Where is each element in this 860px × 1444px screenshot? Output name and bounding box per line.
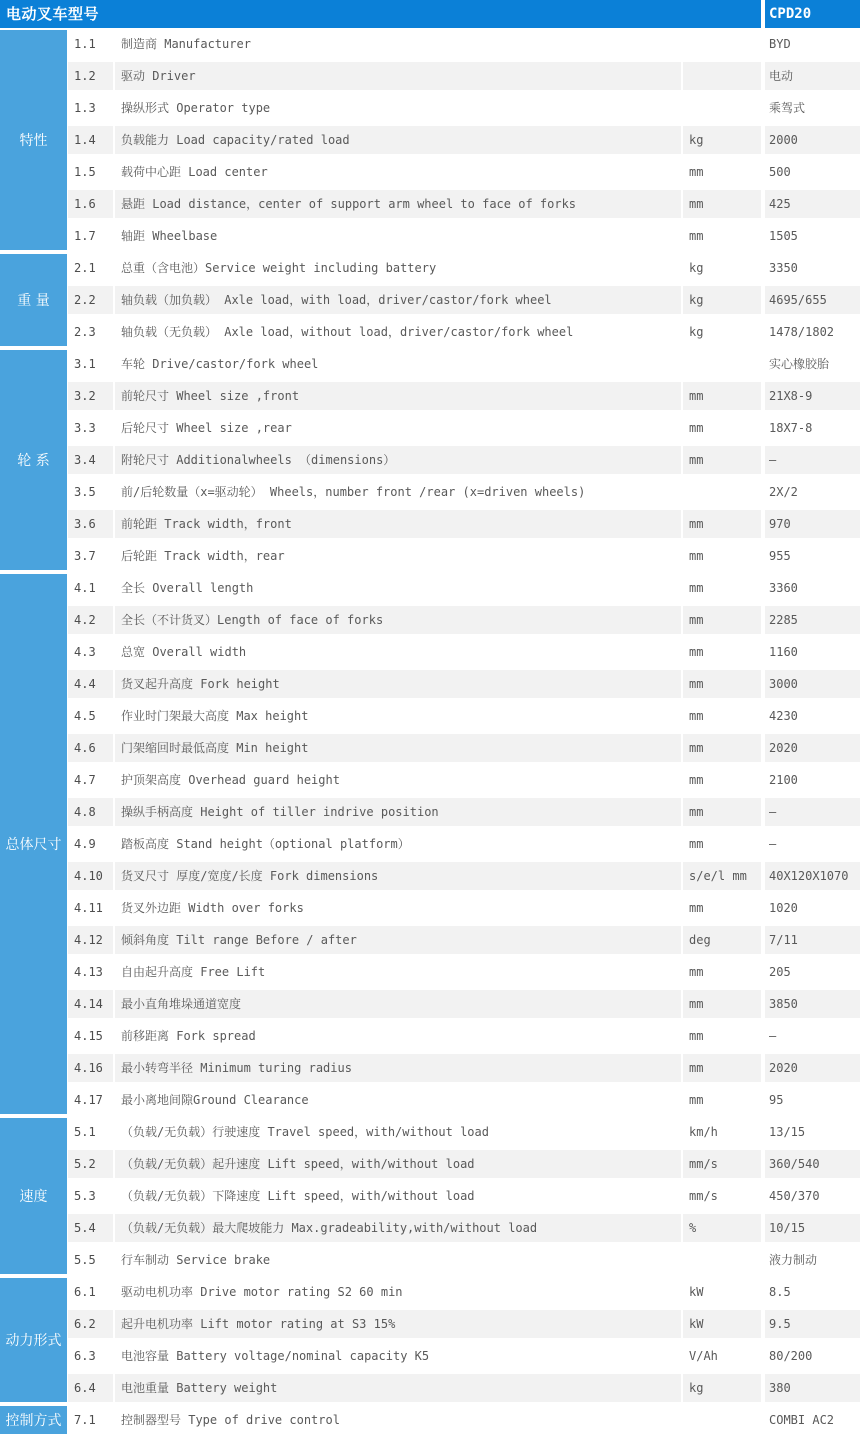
table-row: [68, 1342, 860, 1370]
row-number-cell: 4.17: [68, 1086, 113, 1114]
spec-group: [0, 574, 860, 1118]
row-description-cell: 行车制动 Service brake: [115, 1246, 681, 1274]
row-value-cell: 1020: [765, 894, 860, 922]
row-description-cell: 驱动电机功率 Drive motor rating S2 60 min: [115, 1278, 681, 1306]
row-description-cell: 轴负载（加负载） Axle load，with load，driver/castor/fork wheel: [115, 286, 681, 314]
group-rows: [68, 1406, 860, 1438]
row-unit-cell: mm: [683, 222, 761, 250]
table-row: [68, 190, 860, 218]
row-unit-cell: s/e/l mm: [683, 862, 761, 890]
row-number-cell: 2.1: [68, 254, 113, 282]
table-row: [68, 30, 860, 58]
table-row: [68, 94, 860, 122]
table-row: [68, 734, 860, 762]
row-number-cell: 4.16: [68, 1054, 113, 1082]
row-description-cell: 总重（含电池）Service weight including battery: [115, 254, 681, 282]
row-description-cell: 电池重量 Battery weight: [115, 1374, 681, 1402]
row-description-cell: 起升电机功率 Lift motor rating at S3 15%: [115, 1310, 681, 1338]
row-unit-cell: mm: [683, 1086, 761, 1114]
row-description-cell: 轴距 Wheelbase: [115, 222, 681, 250]
group-rows: [68, 350, 860, 574]
table-row: [68, 542, 860, 570]
row-description-cell: 后轮尺寸 Wheel size ,rear: [115, 414, 681, 442]
row-number-cell: 5.4: [68, 1214, 113, 1242]
row-number-cell: 4.7: [68, 766, 113, 794]
row-value-cell: —: [765, 798, 860, 826]
sidebar-group-label: 特性: [0, 30, 67, 250]
table-row: [68, 606, 860, 634]
row-description-cell: 总宽 Overall width: [115, 638, 681, 666]
row-value-cell: 3350: [765, 254, 860, 282]
row-description-cell: 附轮尺寸 Additionalwheels （dimensions）: [115, 446, 681, 474]
row-description-cell: 门架缩回时最低高度 Min height: [115, 734, 681, 762]
row-number-cell: 3.5: [68, 478, 113, 506]
table-row: [68, 958, 860, 986]
row-description-cell: 前轮尺寸 Wheel size ,front: [115, 382, 681, 410]
group-rows: [68, 574, 860, 1118]
spec-group: [0, 254, 860, 350]
row-number-cell: 1.3: [68, 94, 113, 122]
table-row: [68, 62, 860, 90]
row-number-cell: 4.4: [68, 670, 113, 698]
sidebar-group-label: 控制方式: [0, 1406, 67, 1434]
table-row: [68, 318, 860, 346]
row-description-cell: 前轮距 Track width，front: [115, 510, 681, 538]
sidebar-group-label: 速度: [0, 1118, 67, 1274]
row-unit-cell: mm: [683, 414, 761, 442]
row-unit-cell: [683, 478, 761, 506]
row-number-cell: 5.3: [68, 1182, 113, 1210]
row-description-cell: 悬距 Load distance，center of support arm wheel to face of forks: [115, 190, 681, 218]
row-value-cell: 425: [765, 190, 860, 218]
row-value-cell: —: [765, 830, 860, 858]
row-value-cell: 4695/655: [765, 286, 860, 314]
table-row: [68, 1278, 860, 1306]
row-description-cell: 前/后轮数量（x=驱动轮） Wheels，number front /rear (x=driven wheels): [115, 478, 681, 506]
row-value-cell: 2020: [765, 1054, 860, 1082]
row-number-cell: 1.4: [68, 126, 113, 154]
row-unit-cell: mm: [683, 510, 761, 538]
row-number-cell: 6.1: [68, 1278, 113, 1306]
row-number-cell: 4.8: [68, 798, 113, 826]
row-unit-cell: [683, 30, 761, 58]
row-description-cell: 全长（不计货叉）Length of face of forks: [115, 606, 681, 634]
row-value-cell: 液力制动: [765, 1246, 860, 1274]
row-unit-cell: kg: [683, 286, 761, 314]
row-value-cell: 2X/2: [765, 478, 860, 506]
row-value-cell: 380: [765, 1374, 860, 1402]
row-unit-cell: [683, 62, 761, 90]
row-value-cell: 95: [765, 1086, 860, 1114]
row-unit-cell: kg: [683, 318, 761, 346]
row-value-cell: 7/11: [765, 926, 860, 954]
row-value-cell: 955: [765, 542, 860, 570]
row-number-cell: 3.2: [68, 382, 113, 410]
table-row: [68, 158, 860, 186]
row-unit-cell: mm: [683, 574, 761, 602]
table-row: [68, 1214, 860, 1242]
row-value-cell: 40X120X1070: [765, 862, 860, 890]
row-unit-cell: mm: [683, 190, 761, 218]
row-value-cell: 2000: [765, 126, 860, 154]
row-description-cell: （负载/无负载）起升速度 Lift speed，with/without load: [115, 1150, 681, 1178]
row-unit-cell: deg: [683, 926, 761, 954]
row-value-cell: 1160: [765, 638, 860, 666]
row-description-cell: 控制器型号 Type of drive control: [115, 1406, 681, 1434]
sidebar-group-label: 重 量: [0, 254, 67, 346]
table-row: [68, 638, 860, 666]
spec-group: [0, 30, 860, 254]
row-unit-cell: [683, 94, 761, 122]
row-value-cell: 21X8-9: [765, 382, 860, 410]
row-number-cell: 6.4: [68, 1374, 113, 1402]
table-title: 电动叉车型号: [0, 0, 761, 28]
row-value-cell: 10/15: [765, 1214, 860, 1242]
row-value-cell: 2285: [765, 606, 860, 634]
row-unit-cell: mm: [683, 542, 761, 570]
sidebar-group-label: 总体尺寸: [0, 574, 67, 1114]
row-unit-cell: mm: [683, 798, 761, 826]
table-row: [68, 1310, 860, 1338]
row-number-cell: 3.6: [68, 510, 113, 538]
row-number-cell: 1.1: [68, 30, 113, 58]
row-number-cell: 1.6: [68, 190, 113, 218]
row-number-cell: 3.4: [68, 446, 113, 474]
row-number-cell: 6.2: [68, 1310, 113, 1338]
spec-group: [0, 1118, 860, 1278]
table-row: [68, 286, 860, 314]
table-row: [68, 798, 860, 826]
row-description-cell: 护顶架高度 Overhead guard height: [115, 766, 681, 794]
row-description-cell: 负载能力 Load capacity/rated load: [115, 126, 681, 154]
row-unit-cell: mm: [683, 958, 761, 986]
row-value-cell: 80/200: [765, 1342, 860, 1370]
row-description-cell: （负载/无负载）行驶速度 Travel speed，with/without load: [115, 1118, 681, 1146]
row-unit-cell: [683, 1406, 761, 1434]
table-row: [68, 574, 860, 602]
row-number-cell: 5.2: [68, 1150, 113, 1178]
row-number-cell: 4.6: [68, 734, 113, 762]
row-description-cell: 载荷中心距 Load center: [115, 158, 681, 186]
row-value-cell: BYD: [765, 30, 860, 58]
row-number-cell: 4.9: [68, 830, 113, 858]
row-unit-cell: %: [683, 1214, 761, 1242]
group-rows: [68, 1118, 860, 1278]
row-value-cell: 360/540: [765, 1150, 860, 1178]
row-value-cell: 3000: [765, 670, 860, 698]
row-description-cell: 踏板高度 Stand height（optional platform）: [115, 830, 681, 858]
row-value-cell: 1505: [765, 222, 860, 250]
row-description-cell: 倾斜角度 Tilt range Before / after: [115, 926, 681, 954]
row-number-cell: 1.5: [68, 158, 113, 186]
row-description-cell: （负载/无负载）最大爬坡能力 Max.gradeability,with/without load: [115, 1214, 681, 1242]
row-value-cell: 4230: [765, 702, 860, 730]
row-number-cell: 4.13: [68, 958, 113, 986]
row-value-cell: 电动: [765, 62, 860, 90]
spec-group: [0, 1406, 860, 1438]
spec-table-body: [0, 30, 860, 1438]
row-description-cell: 最小转弯半径 Minimum turing radius: [115, 1054, 681, 1082]
table-row: [68, 1150, 860, 1178]
table-row: [68, 254, 860, 282]
row-value-cell: 13/15: [765, 1118, 860, 1146]
table-row: [68, 766, 860, 794]
row-value-cell: 2100: [765, 766, 860, 794]
row-description-cell: 操纵手柄高度 Height of tiller indrive position: [115, 798, 681, 826]
row-description-cell: 货叉尺寸 厚度/宽度/长度 Fork dimensions: [115, 862, 681, 890]
row-number-cell: 6.3: [68, 1342, 113, 1370]
table-row: [68, 702, 860, 730]
row-number-cell: 4.12: [68, 926, 113, 954]
row-number-cell: 3.1: [68, 350, 113, 378]
row-number-cell: 1.7: [68, 222, 113, 250]
table-row: [68, 670, 860, 698]
spec-group: [0, 350, 860, 574]
table-row: [68, 1054, 860, 1082]
table-row: [68, 1246, 860, 1274]
row-description-cell: 货叉外边距 Width over forks: [115, 894, 681, 922]
row-number-cell: 4.11: [68, 894, 113, 922]
row-description-cell: 自由起升高度 Free Lift: [115, 958, 681, 986]
row-unit-cell: kW: [683, 1310, 761, 1338]
row-description-cell: 作业时门架最大高度 Max height: [115, 702, 681, 730]
table-row: [68, 990, 860, 1018]
row-number-cell: 4.10: [68, 862, 113, 890]
row-value-cell: 乘驾式: [765, 94, 860, 122]
row-value-cell: —: [765, 446, 860, 474]
row-unit-cell: [683, 350, 761, 378]
group-rows: [68, 30, 860, 254]
row-unit-cell: mm: [683, 606, 761, 634]
row-description-cell: 轴负载（无负载） Axle load，without load，driver/castor/fork wheel: [115, 318, 681, 346]
row-number-cell: 4.5: [68, 702, 113, 730]
row-value-cell: 3850: [765, 990, 860, 1018]
row-description-cell: 货叉起升高度 Fork height: [115, 670, 681, 698]
row-unit-cell: kg: [683, 1374, 761, 1402]
row-value-cell: —: [765, 1022, 860, 1050]
row-description-cell: 驱动 Driver: [115, 62, 681, 90]
table-row: [68, 222, 860, 250]
table-row: [68, 1374, 860, 1402]
table-row: [68, 926, 860, 954]
row-unit-cell: mm: [683, 734, 761, 762]
row-description-cell: （负载/无负载）下降速度 Lift speed，with/without load: [115, 1182, 681, 1210]
row-value-cell: 2020: [765, 734, 860, 762]
table-row: [68, 1406, 860, 1434]
row-value-cell: 970: [765, 510, 860, 538]
row-unit-cell: mm: [683, 894, 761, 922]
row-unit-cell: mm: [683, 1022, 761, 1050]
row-description-cell: 后轮距 Track width，rear: [115, 542, 681, 570]
sidebar-group-label: 动力形式: [0, 1278, 67, 1402]
row-description-cell: 制造商 Manufacturer: [115, 30, 681, 58]
row-unit-cell: kg: [683, 126, 761, 154]
row-number-cell: 2.2: [68, 286, 113, 314]
row-unit-cell: mm: [683, 830, 761, 858]
row-value-cell: 实心橡胶胎: [765, 350, 860, 378]
row-description-cell: 最小离地间隙Ground Clearance: [115, 1086, 681, 1114]
row-unit-cell: mm: [683, 446, 761, 474]
group-rows: [68, 254, 860, 350]
row-description-cell: 最小直角堆垛通道宽度: [115, 990, 681, 1018]
table-row: [68, 894, 860, 922]
row-description-cell: 车轮 Drive/castor/fork wheel: [115, 350, 681, 378]
table-row: [68, 1118, 860, 1146]
row-number-cell: 3.7: [68, 542, 113, 570]
table-header: [0, 0, 860, 28]
row-unit-cell: mm: [683, 1054, 761, 1082]
row-number-cell: 5.1: [68, 1118, 113, 1146]
row-value-cell: 450/370: [765, 1182, 860, 1210]
row-number-cell: 3.3: [68, 414, 113, 442]
row-unit-cell: kW: [683, 1278, 761, 1306]
row-value-cell: 3360: [765, 574, 860, 602]
row-value-cell: 18X7-8: [765, 414, 860, 442]
row-number-cell: 5.5: [68, 1246, 113, 1274]
row-value-cell: 8.5: [765, 1278, 860, 1306]
row-unit-cell: kg: [683, 254, 761, 282]
row-unit-cell: mm: [683, 158, 761, 186]
sidebar-group-label: 轮 系: [0, 350, 67, 570]
row-number-cell: 4.15: [68, 1022, 113, 1050]
table-row: [68, 350, 860, 378]
row-number-cell: 7.1: [68, 1406, 113, 1434]
row-value-cell: 9.5: [765, 1310, 860, 1338]
row-description-cell: 操纵形式 Operator type: [115, 94, 681, 122]
row-value-cell: COMBI AC2: [765, 1406, 860, 1434]
row-description-cell: 电池容量 Battery voltage/nominal capacity K5: [115, 1342, 681, 1370]
table-row: [68, 446, 860, 474]
row-unit-cell: mm/s: [683, 1182, 761, 1210]
row-unit-cell: mm: [683, 638, 761, 666]
table-row: [68, 510, 860, 538]
row-number-cell: 2.3: [68, 318, 113, 346]
table-row: [68, 1182, 860, 1210]
row-number-cell: 4.2: [68, 606, 113, 634]
row-unit-cell: mm: [683, 670, 761, 698]
row-number-cell: 1.2: [68, 62, 113, 90]
table-row: [68, 126, 860, 154]
row-unit-cell: km/h: [683, 1118, 761, 1146]
table-row: [68, 478, 860, 506]
model-name: CPD20: [765, 0, 860, 28]
table-row: [68, 830, 860, 858]
row-description-cell: 前移距离 Fork spread: [115, 1022, 681, 1050]
row-value-cell: 500: [765, 158, 860, 186]
row-unit-cell: mm: [683, 990, 761, 1018]
row-unit-cell: [683, 1246, 761, 1274]
row-unit-cell: mm: [683, 382, 761, 410]
table-row: [68, 1086, 860, 1114]
row-unit-cell: mm: [683, 766, 761, 794]
table-row: [68, 1022, 860, 1050]
row-number-cell: 4.3: [68, 638, 113, 666]
row-value-cell: 205: [765, 958, 860, 986]
table-row: [68, 414, 860, 442]
table-row: [68, 862, 860, 890]
group-rows: [68, 1278, 860, 1406]
table-row: [68, 382, 860, 410]
spec-group: [0, 1278, 860, 1406]
row-unit-cell: V/Ah: [683, 1342, 761, 1370]
row-number-cell: 4.14: [68, 990, 113, 1018]
row-description-cell: 全长 Overall length: [115, 574, 681, 602]
row-value-cell: 1478/1802: [765, 318, 860, 346]
row-unit-cell: mm: [683, 702, 761, 730]
row-number-cell: 4.1: [68, 574, 113, 602]
row-unit-cell: mm/s: [683, 1150, 761, 1178]
